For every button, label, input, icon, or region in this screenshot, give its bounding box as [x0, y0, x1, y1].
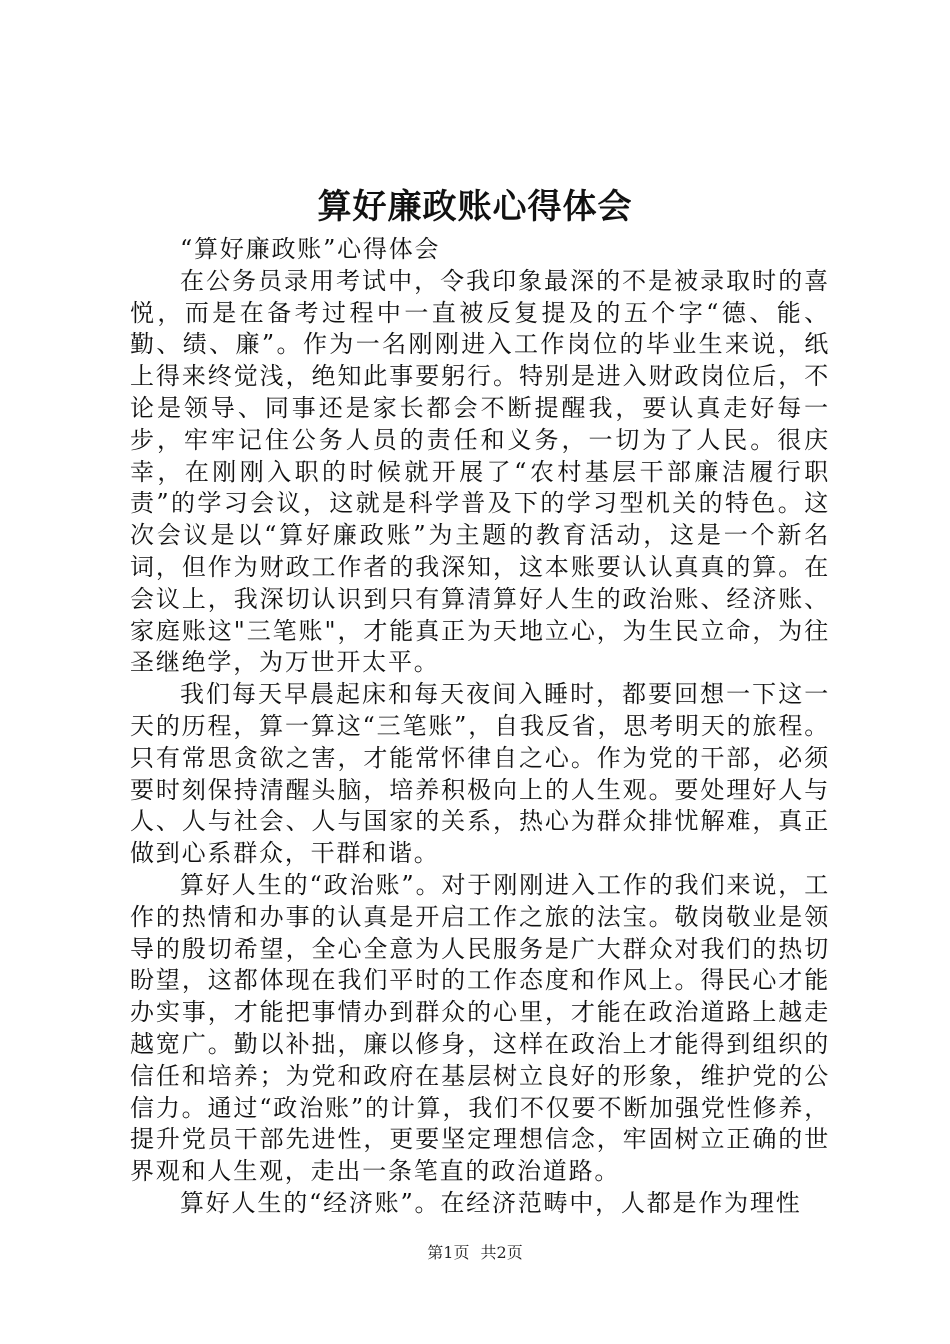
document-body	[130, 234, 830, 1220]
page-number: 第1页	[427, 1243, 470, 1262]
page-total: 共2页	[480, 1243, 523, 1262]
subtitle-paragraph: “算好廉政账”心得体会	[180, 235, 441, 263]
body-paragraph: 算好人生的“政治账”。对于刚刚进入工作的我们来说，工作的热情和办事的认真是开启工作之旅的法宝。敬岗敬业是领导的殷切希望，全心全意为人民服务是广大群众对我们的热切盼望，这都体现在我们平时的工作态度和作风上。得民心才能办实事，才能把事情办到群众的心里，才能在政治道路上越走越宽广。勤以补拙，廉以修身，这样在政治上才能得到组织的信任和培养；为党和政府在基层树立良好的形象，维护党的公信力。通过“政治账”的计算，我们不仅要不断加强党性修养，提升党员干部先进性，更要坚定理想信念，牢固树立正确的世界观和人生观，走出一条笔直的政治道路。	[130, 870, 830, 1186]
body-paragraph: 在公务员录用考试中，令我印象最深的不是被录取时的喜悦，而是在备考过程中一直被反复提及的五个字“德、能、勤、绩、廉”。作为一名刚刚进入工作岗位的毕业生来说，纸上得来终觉浅，绝知此事要躬行。特别是进入财政岗位后，不论是领导、同事还是家长都会不断提醒我，要认真走好每一步，牢牢记住公务人员的责任和义务，一切为了人民。很庆幸，在刚刚入职的时候就开展了“农村基层干部廉洁履行职责”的学习会议，这就是科学普及下的学习型机关的特色。这次会议是以“算好廉政账”为主题的教育活动，这是一个新名词，但作为财政工作者的我深知，这本账要认认真真的算。在会议上，我深切认识到只有算清算好人生的政治账、经济账、家庭账这"三笔账"，才能真正为天地立心，为生民立命，为往圣继绝学，为万世开太平。	[130, 266, 830, 677]
body-paragraph: 算好人生的“经济账”。在经济范畴中，人都是作为理性	[180, 1188, 802, 1217]
page-footer	[0, 1242, 950, 1264]
body-paragraph: 我们每天早晨起床和每天夜间入睡时，都要回想一下这一天的历程，算一算这“三笔账”，自我反省，思考明天的旅程。只有常思贪欲之害，才能常怀律自之心。作为党的干部，必须要时刻保持清醒头脑，培养积极向上的人生观。要处理好人与人、人与社会、人与国家的关系，热心为群众排忧解难，真正做到心系群众，干群和谐。	[130, 680, 830, 868]
document-title: 算好廉政账心得体会	[317, 187, 633, 227]
